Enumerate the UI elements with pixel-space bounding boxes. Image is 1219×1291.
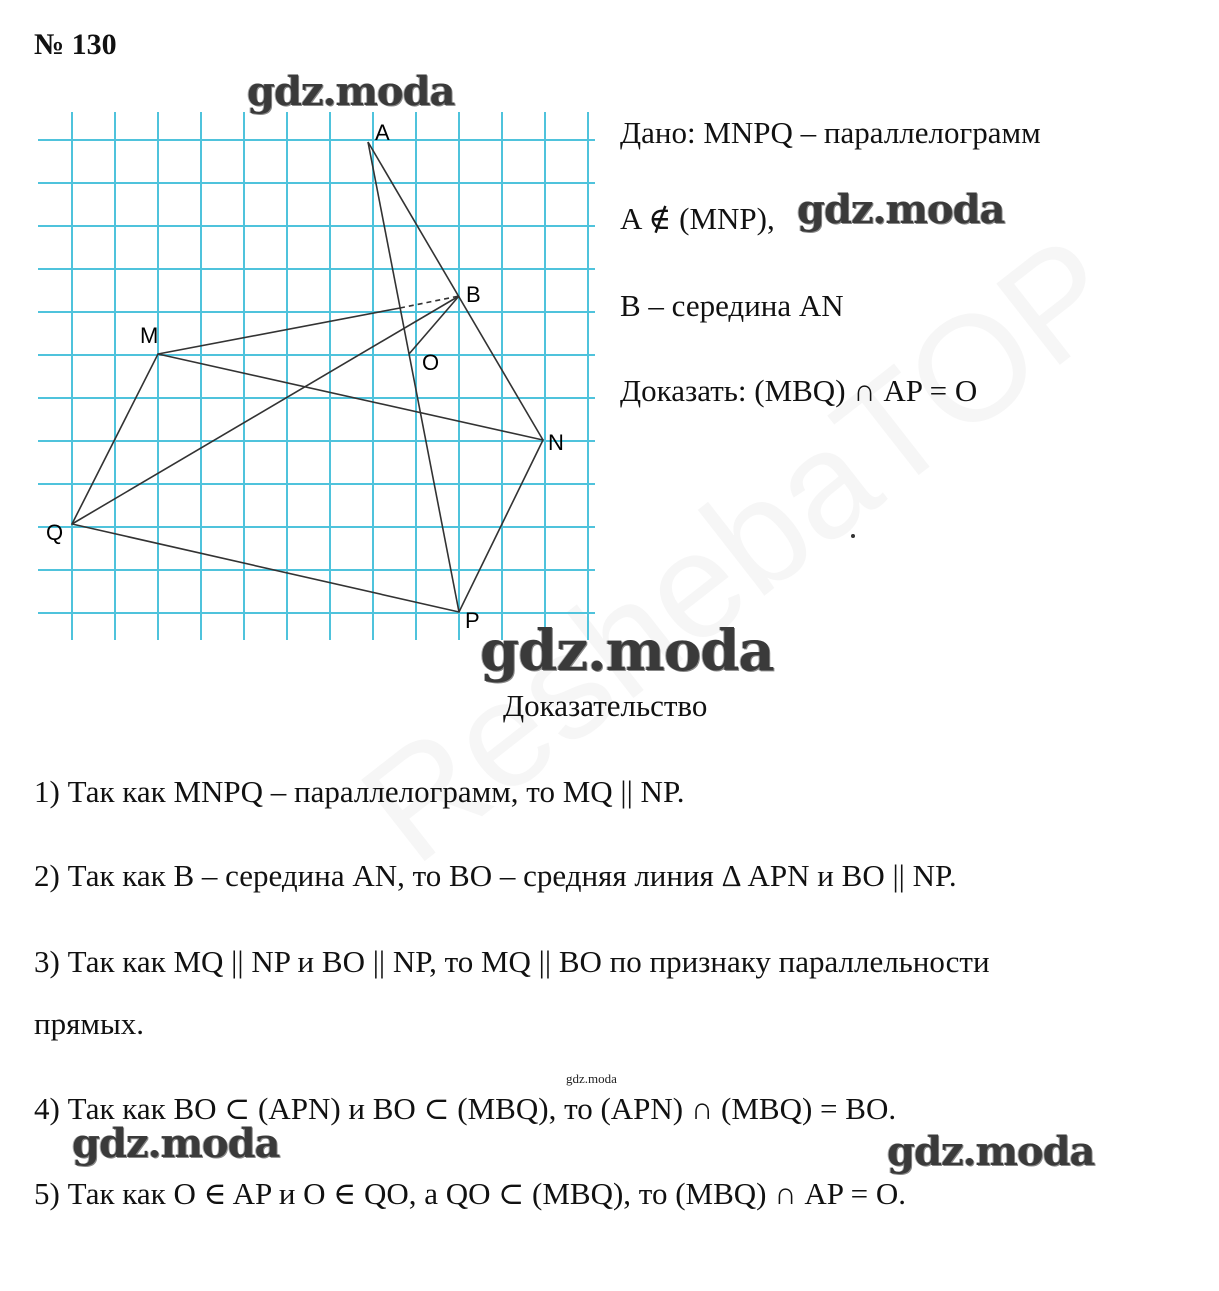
proof-step-1: 1) Так как MNPQ – параллелограмм, то MQ || NP.	[34, 774, 685, 809]
figure-lines	[72, 142, 543, 612]
watermark-given: gdz.moda	[797, 186, 1005, 233]
label-n: N	[548, 430, 564, 455]
label-a: A	[375, 120, 390, 145]
proof-step-3-cont: прямых.	[34, 1006, 145, 1041]
watermark-small: gdz.moda	[566, 1071, 617, 1086]
watermark-top: gdz.moda	[247, 68, 455, 115]
segment-an	[368, 142, 543, 440]
stray-dot	[851, 534, 855, 538]
segment-mb	[158, 308, 400, 354]
segment-ap	[368, 142, 459, 612]
proof-step-2: 2) Так как B – середина AN, то BO – средняя линия Δ APN и BO || NP.	[34, 858, 957, 893]
proof-step-4: 4) Так как BO ⊂ (APN) и BO ⊂ (MBQ), то (APN) ∩ (MBQ) = BO.	[34, 1091, 897, 1126]
watermark-right: gdz.moda	[887, 1128, 1095, 1175]
proof-step-3: 3) Так как MQ || NP и BO || NP, то MQ || BO по признаку параллельности	[34, 944, 990, 979]
label-b: B	[466, 282, 481, 307]
watermark-center: gdz.moda	[480, 618, 774, 684]
given-prove: Доказать: (MBQ) ∩ AP = O	[620, 373, 978, 408]
watermark-left: gdz.moda	[72, 1120, 280, 1167]
given-line-3: B – середина AN	[620, 288, 844, 323]
label-o: O	[422, 350, 440, 375]
label-p: P	[465, 608, 480, 633]
proof-step-5: 5) Так как O ∈ AP и O ∈ QO, а QO ⊂ (MBQ), то (MBQ) ∩ AP = O.	[34, 1176, 906, 1211]
given-line-1: Дано: MNPQ – параллелограмм	[620, 115, 1041, 150]
proof-heading: Доказательство	[503, 688, 708, 723]
problem-number: № 130	[34, 28, 117, 61]
grid	[38, 112, 595, 640]
given-line-2: A ∉ (MNP),	[620, 201, 775, 236]
label-q: Q	[46, 520, 64, 545]
label-m: M	[140, 323, 159, 348]
